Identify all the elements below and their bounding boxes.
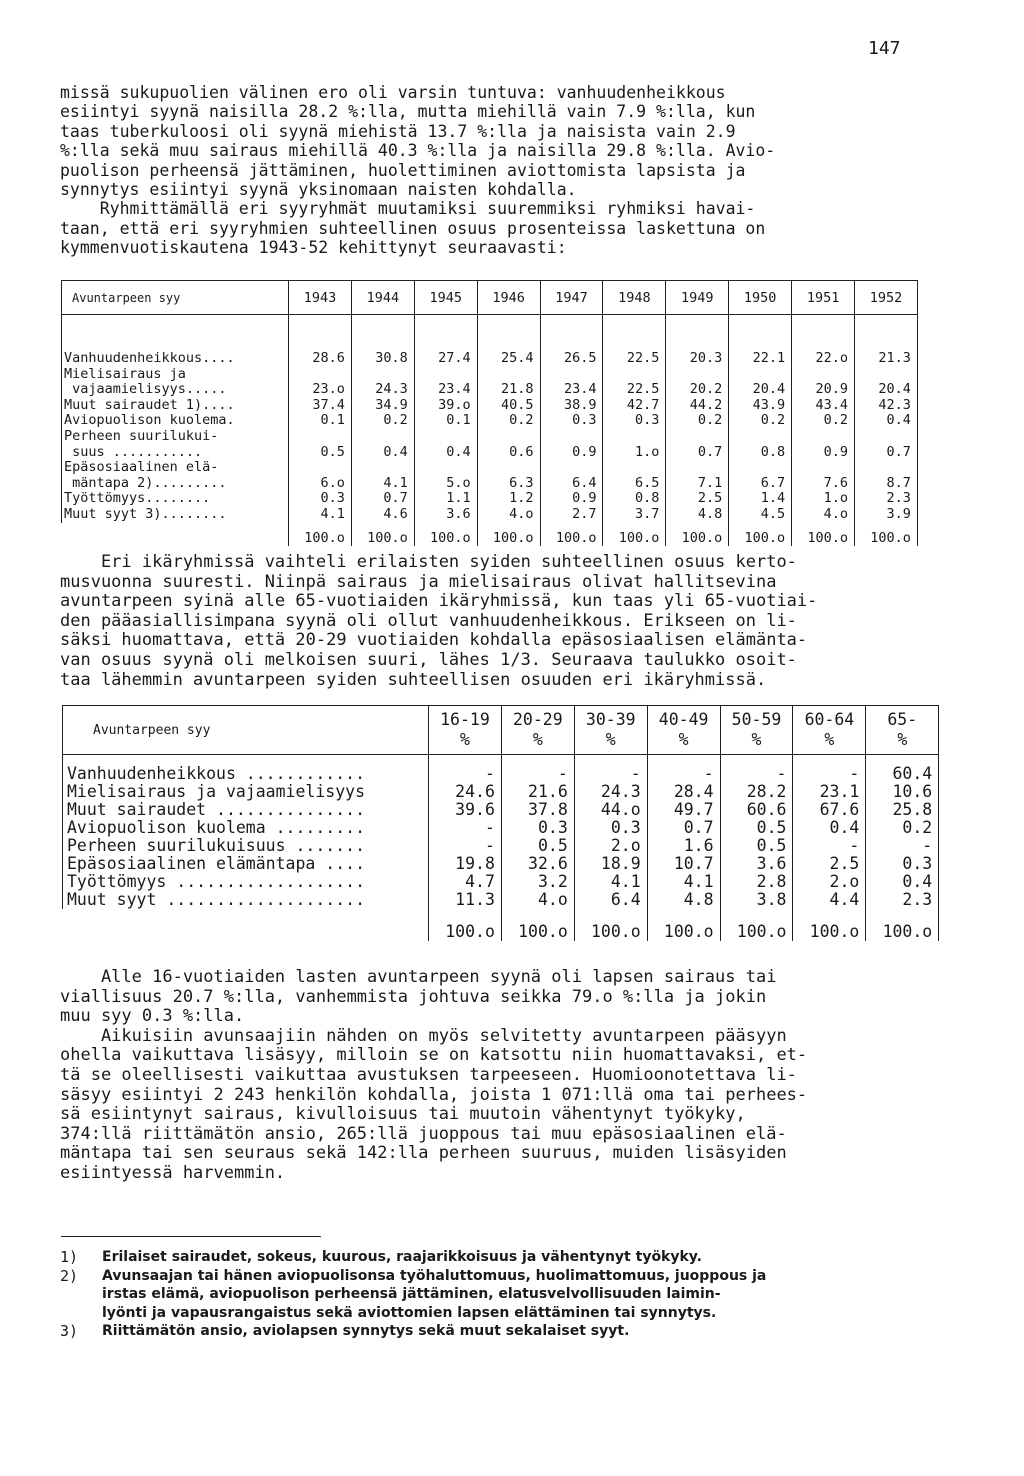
table-cell: 23.1 [793, 783, 866, 801]
table-cell: 0.4 [855, 413, 918, 429]
table-cell: 0.9 [540, 429, 603, 460]
table-cell: 25.4 [477, 315, 540, 367]
table-cell: 24.6 [429, 783, 502, 801]
table-cell: 0.2 [477, 413, 540, 429]
table-cell: 0.4 [866, 873, 939, 891]
table-causes-by-age-group [62, 705, 939, 941]
footnote-text: Riittämätön ansio, aviolapsen synnytys sekä muut sekalaiset syyt. [102, 1323, 630, 1339]
footnote-text: Avunsaajan tai hänen aviopuolisonsa työhaluttomuus, huolimattomuus, juoppous ja irstas elämä, aviopuolison perheensä jättäminen, elatusvelvollisuuden laimin- lyönti ja vapausrangaistus sekä aviottomien lapsen elättäminen tai synnytys. [102, 1267, 767, 1321]
row-label: Työttömyys........ [62, 491, 289, 507]
table-cell: 26.5 [540, 315, 603, 367]
column-header-age-group: 50-59 % [720, 706, 793, 755]
table-cell: 0.3 [603, 413, 666, 429]
table-cell: 21.3 [855, 315, 918, 367]
table-cell: 0.8 [729, 429, 792, 460]
table-cell: 7.6 [792, 460, 855, 491]
table-cell: - [793, 837, 866, 855]
row-label: Perheen suurilukuisuus ....... [63, 837, 429, 855]
table-cell: 0.7 [647, 819, 720, 837]
table-cell: 22.5 [603, 367, 666, 398]
total-cell: 100.o [477, 523, 540, 547]
table-cell: 1.6 [647, 837, 720, 855]
table-cell: 0.3 [866, 855, 939, 873]
table-cell: - [866, 837, 939, 855]
table-cell: 4.6 [351, 507, 414, 523]
paragraph-3: Alle 16-vuotiaiden lasten avuntarpeen syynä oli lapsen sairaus tai viallisuus 20.7 %:lla, vanhemmista johtuva seikka 79.o %:lla ja jokin muu syy 0.3 %:lla. Aikuisiin avunsaajiin nähden on myös selvitetty avuntarpeen pääsyyn ohella vaikuttava lisäsyy, milloin se on katsottu niin huomattavaksi, et- tä se oleellisesti vaikuttaa avustuksen tarpeeseen. Huomioonotettava li- säsyy esiintyi 2 243 henkilön kohdalla, joista 1 071:llä oma tai perhees- sä esiintynyt sairaus, kivulloisuus tai muutoin vähentynyt työkyky, 374:llä riittämätön ansio, 265:llä juoppous tai muu epäsosiaalinen elä- mäntapa tai sen seuraus sekä 142:lla perheen suuruus, muiden lisäsyiden esiintyessä harvemmin. [60, 967, 808, 1183]
paragraph-1: missä sukupuolien välinen ero oli varsin tuntuva: vanhuudenheikkous esiintyi syynä naisilla 28.2 %:lla, mutta miehillä vain 7.9 %:lla, kun taas tuberkuloosi oli syynä miehistä 13.7 %:lla ja naisista vain 2.9 %:lla sekä muu sairaus miehillä 40.3 %:lla ja naisilla 29.8 %:lla. Avio- puolison perheensä jättäminen, huolettiminen aviottomista lapsista ja synnytys esiintyi syynä yksinomaan naisten kohdalla. Ryhmittämällä eri syyryhmät muutamiksi suuremmiksi ryhmiksi havai- taan, että eri syyryhmien suhteellinen osuus prosenteissa laskettuna on kymmenvuotiskautena 1943-52 kehittynyt seuraavasti: [60, 83, 776, 258]
table-cell: 22.5 [603, 315, 666, 367]
total-cell: 100.o [351, 523, 414, 547]
table-row [63, 855, 939, 873]
table-cell: 2.5 [793, 855, 866, 873]
table-causes-by-year [61, 280, 918, 546]
table-cell: 28.2 [720, 783, 793, 801]
table-cell: 25.8 [866, 801, 939, 819]
table-cell: 0.8 [603, 491, 666, 507]
table-cell: 0.7 [855, 429, 918, 460]
row-label: Mielisairaus ja vajaamielisyys..... [62, 367, 289, 398]
footnote-divider [61, 1236, 321, 1237]
table-cell: - [429, 837, 502, 855]
table-cell: 3.6 [414, 507, 477, 523]
table-cell: 0.2 [792, 413, 855, 429]
table-cell: - [429, 755, 502, 784]
total-cell: 100.o [793, 909, 866, 941]
table-cell: 60.4 [866, 755, 939, 784]
column-header-year: 1945 [414, 281, 477, 315]
column-header-age-group: 20-29 % [501, 706, 574, 755]
table-row [62, 315, 918, 367]
column-header-cause: Avuntarpeen syy [62, 281, 289, 315]
row-label: Vanhuudenheikkous ............ [63, 755, 429, 784]
table-cell: 28.6 [289, 315, 352, 367]
table-cell: 37.4 [289, 398, 352, 414]
table-cell: 4.8 [666, 507, 729, 523]
row-label: Aviopuolison kuolema. [62, 413, 289, 429]
table-row [63, 891, 939, 909]
table-cell: 39.6 [429, 801, 502, 819]
table-cell: 20.9 [792, 367, 855, 398]
row-label: Aviopuolison kuolema ......... [63, 819, 429, 837]
row-label: Epäsosiaalinen elä- mäntapa 2)......... [62, 460, 289, 491]
row-label: Vanhuudenheikkous.... [62, 315, 289, 367]
table-cell: 0.4 [793, 819, 866, 837]
table-cell: 5.o [414, 460, 477, 491]
row-label: Epäsosiaalinen elämäntapa .... [63, 855, 429, 873]
table-cell: 19.8 [429, 855, 502, 873]
table-row [62, 413, 918, 429]
table-cell: 0.3 [574, 819, 647, 837]
column-header-age-group: 30-39 % [574, 706, 647, 755]
table-row [63, 801, 939, 819]
table-cell: 0.3 [289, 491, 352, 507]
table-cell: 20.3 [666, 315, 729, 367]
total-cell: 100.o [720, 909, 793, 941]
table-cell: 0.5 [289, 429, 352, 460]
table-header-row [63, 706, 939, 755]
table-cell: 44.2 [666, 398, 729, 414]
column-header-year: 1948 [603, 281, 666, 315]
table-cell: 28.4 [647, 783, 720, 801]
table-cell: 1.2 [477, 491, 540, 507]
table-cell: 4.4 [793, 891, 866, 909]
table-cell: 44.o [574, 801, 647, 819]
table-cell: 4.1 [289, 507, 352, 523]
table-cell: 6.4 [574, 891, 647, 909]
row-label: Muut syyt .................... [63, 891, 429, 909]
total-cell: 100.o [792, 523, 855, 547]
table-cell: 4.1 [647, 873, 720, 891]
column-header-year: 1943 [289, 281, 352, 315]
table-cell: - [429, 819, 502, 837]
total-cell: 100.o [603, 523, 666, 547]
footnote-marker: 3) [60, 1322, 79, 1340]
footnote-text: Erilaiset sairaudet, sokeus, kuurous, raajarikkoisuus ja vähentynyt työkyky. [102, 1249, 702, 1265]
table-cell: 21.8 [477, 367, 540, 398]
table-cell: 4.1 [574, 873, 647, 891]
column-header-year: 1944 [351, 281, 414, 315]
row-label: Muut syyt 3)........ [62, 507, 289, 523]
row-label: Muut sairaudet ............... [63, 801, 429, 819]
footnote [60, 1248, 940, 1267]
table-cell: 2.8 [720, 873, 793, 891]
table-cell: 22.1 [729, 315, 792, 367]
table-cell: 6.o [289, 460, 352, 491]
table-cell: 3.7 [603, 507, 666, 523]
table-cell: 1.o [792, 491, 855, 507]
table-cell: 3.6 [720, 855, 793, 873]
table-cell: 20.2 [666, 367, 729, 398]
table-cell: 43.9 [729, 398, 792, 414]
column-header-year: 1946 [477, 281, 540, 315]
table-cell: 1.o [603, 429, 666, 460]
paragraph-2: Eri ikäryhmissä vaihteli erilaisten syiden suhteellinen osuus kerto- musvuonna suuresti. Niinpä sairaus ja mielisairaus olivat hallitsevina avuntarpeen syinä alle 65-vuotiaiden ikäryhmissä, kun taas yli 65-vuotiai- den pääasiallisimpana syynä oli ollut vanhuudenheikkous. Erikseen on li- säksi huomattava, että 20-29 vuotiaiden kohdalla epäsosiaalisen elämänta- van osuus syynä oli melkoisen suuri, lähes 1/3. Seuraava taulukko osoit- taa lähemmin avuntarpeen syiden suhteellisen osuuden eri ikäryhmissä. [60, 552, 818, 690]
table-cell: 42.7 [603, 398, 666, 414]
table-cell: 4.o [477, 507, 540, 523]
column-header-year: 1952 [855, 281, 918, 315]
total-cell: 100.o [855, 523, 918, 547]
table-cell: 0.7 [351, 491, 414, 507]
table-cell: 0.2 [351, 413, 414, 429]
table-row [62, 429, 918, 460]
footnote [60, 1267, 940, 1323]
table-cell: 0.5 [501, 837, 574, 855]
table-cell: 4.o [501, 891, 574, 909]
table-cell: 23.4 [414, 367, 477, 398]
total-cell: 100.o [540, 523, 603, 547]
table-row [62, 507, 918, 523]
table-body [63, 755, 939, 942]
total-cell: 100.o [501, 909, 574, 941]
table-cell: 21.6 [501, 783, 574, 801]
table-cell: 67.6 [793, 801, 866, 819]
table-cell: 38.9 [540, 398, 603, 414]
table-cell: 39.o [414, 398, 477, 414]
table-cell: 3.2 [501, 873, 574, 891]
table-cell: 4.o [792, 507, 855, 523]
row-label: Mielisairaus ja vajaamielisyys [63, 783, 429, 801]
table-cell: 40.5 [477, 398, 540, 414]
table-cell: 4.1 [351, 460, 414, 491]
table-cell: 6.7 [729, 460, 792, 491]
row-label: Muut sairaudet 1).... [62, 398, 289, 414]
totals-row [62, 523, 918, 547]
table-cell: 0.5 [720, 819, 793, 837]
row-label: Perheen suurilukui- suus ........... [62, 429, 289, 460]
total-cell: 100.o [666, 523, 729, 547]
table-cell: 0.3 [501, 819, 574, 837]
table-row [62, 398, 918, 414]
table-cell: 24.3 [574, 783, 647, 801]
table-cell: 1.4 [729, 491, 792, 507]
table-cell: 60.6 [720, 801, 793, 819]
footnote-marker: 2) [60, 1266, 79, 1285]
table-cell: - [720, 755, 793, 784]
table-cell: 2.o [574, 837, 647, 855]
total-cell: 100.o [647, 909, 720, 941]
table-cell: 2.3 [855, 491, 918, 507]
total-cell: 100.o [866, 909, 939, 941]
column-header-cause: Avuntarpeen syy [63, 706, 429, 755]
table-header-row [62, 281, 918, 315]
table-cell: 7.1 [666, 460, 729, 491]
footnotes [60, 1248, 940, 1341]
table-cell: 30.8 [351, 315, 414, 367]
table-cell: 3.9 [855, 507, 918, 523]
column-header-year: 1947 [540, 281, 603, 315]
totals-row [63, 909, 939, 941]
table-cell: - [793, 755, 866, 784]
table-body [62, 315, 918, 547]
table-cell: 0.7 [666, 429, 729, 460]
table-cell: 34.9 [351, 398, 414, 414]
table-cell: 6.4 [540, 460, 603, 491]
table-cell: 2.5 [666, 491, 729, 507]
table-cell: 32.6 [501, 855, 574, 873]
table-cell: 2.3 [866, 891, 939, 909]
table-row [63, 837, 939, 855]
table-cell: - [647, 755, 720, 784]
table-cell: 27.4 [414, 315, 477, 367]
table-cell: 0.9 [540, 491, 603, 507]
table-cell: 8.7 [855, 460, 918, 491]
table-cell: 20.4 [855, 367, 918, 398]
table-cell: 6.5 [603, 460, 666, 491]
table-cell: 11.3 [429, 891, 502, 909]
table-cell: 23.o [289, 367, 352, 398]
table-cell: - [501, 755, 574, 784]
total-cell: 100.o [289, 523, 352, 547]
table-cell: 4.5 [729, 507, 792, 523]
table-row [63, 755, 939, 784]
table-cell: 4.8 [647, 891, 720, 909]
table-cell: 43.4 [792, 398, 855, 414]
table-cell: 49.7 [647, 801, 720, 819]
table-cell: 37.8 [501, 801, 574, 819]
footnote-marker: 1) [60, 1248, 79, 1266]
page-number: 147 [868, 38, 901, 59]
table-row [62, 367, 918, 398]
total-cell: 100.o [729, 523, 792, 547]
table-cell: 23.4 [540, 367, 603, 398]
column-header-age-group: 16-19 % [429, 706, 502, 755]
table-cell: 0.2 [866, 819, 939, 837]
column-header-age-group: 40-49 % [647, 706, 720, 755]
table-cell: 10.7 [647, 855, 720, 873]
column-header-year: 1951 [792, 281, 855, 315]
total-cell: 100.o [414, 523, 477, 547]
table-row [62, 491, 918, 507]
table-cell: 0.9 [792, 429, 855, 460]
table-cell: 2.7 [540, 507, 603, 523]
table-cell: 18.9 [574, 855, 647, 873]
table-cell: 0.2 [666, 413, 729, 429]
table-cell: 0.1 [289, 413, 352, 429]
table-cell: 0.3 [540, 413, 603, 429]
total-cell: 100.o [574, 909, 647, 941]
table-cell: 0.6 [477, 429, 540, 460]
table-cell: 0.5 [720, 837, 793, 855]
table-cell: 1.1 [414, 491, 477, 507]
row-label: Työttömyys ................... [63, 873, 429, 891]
table-cell: 0.1 [414, 413, 477, 429]
table-cell: 4.7 [429, 873, 502, 891]
table-cell: - [574, 755, 647, 784]
table-cell: 3.8 [720, 891, 793, 909]
column-header-year: 1949 [666, 281, 729, 315]
table-cell: 6.3 [477, 460, 540, 491]
column-header-age-group: 65- % [866, 706, 939, 755]
table-cell: 0.4 [351, 429, 414, 460]
table-cell: 20.4 [729, 367, 792, 398]
table-cell: 22.o [792, 315, 855, 367]
column-header-age-group: 60-64 % [793, 706, 866, 755]
table-cell: 24.3 [351, 367, 414, 398]
table-cell: 0.4 [414, 429, 477, 460]
table-row [63, 819, 939, 837]
table-cell: 2.o [793, 873, 866, 891]
table-cell: 0.2 [729, 413, 792, 429]
table-cell: 10.6 [866, 783, 939, 801]
total-cell: 100.o [429, 909, 502, 941]
totals-label-empty [63, 909, 429, 941]
totals-label-empty [62, 523, 289, 547]
footnote [60, 1322, 940, 1341]
table-row [62, 460, 918, 491]
table-row [63, 783, 939, 801]
table-cell: 42.3 [855, 398, 918, 414]
column-header-year: 1950 [729, 281, 792, 315]
table-row [63, 873, 939, 891]
